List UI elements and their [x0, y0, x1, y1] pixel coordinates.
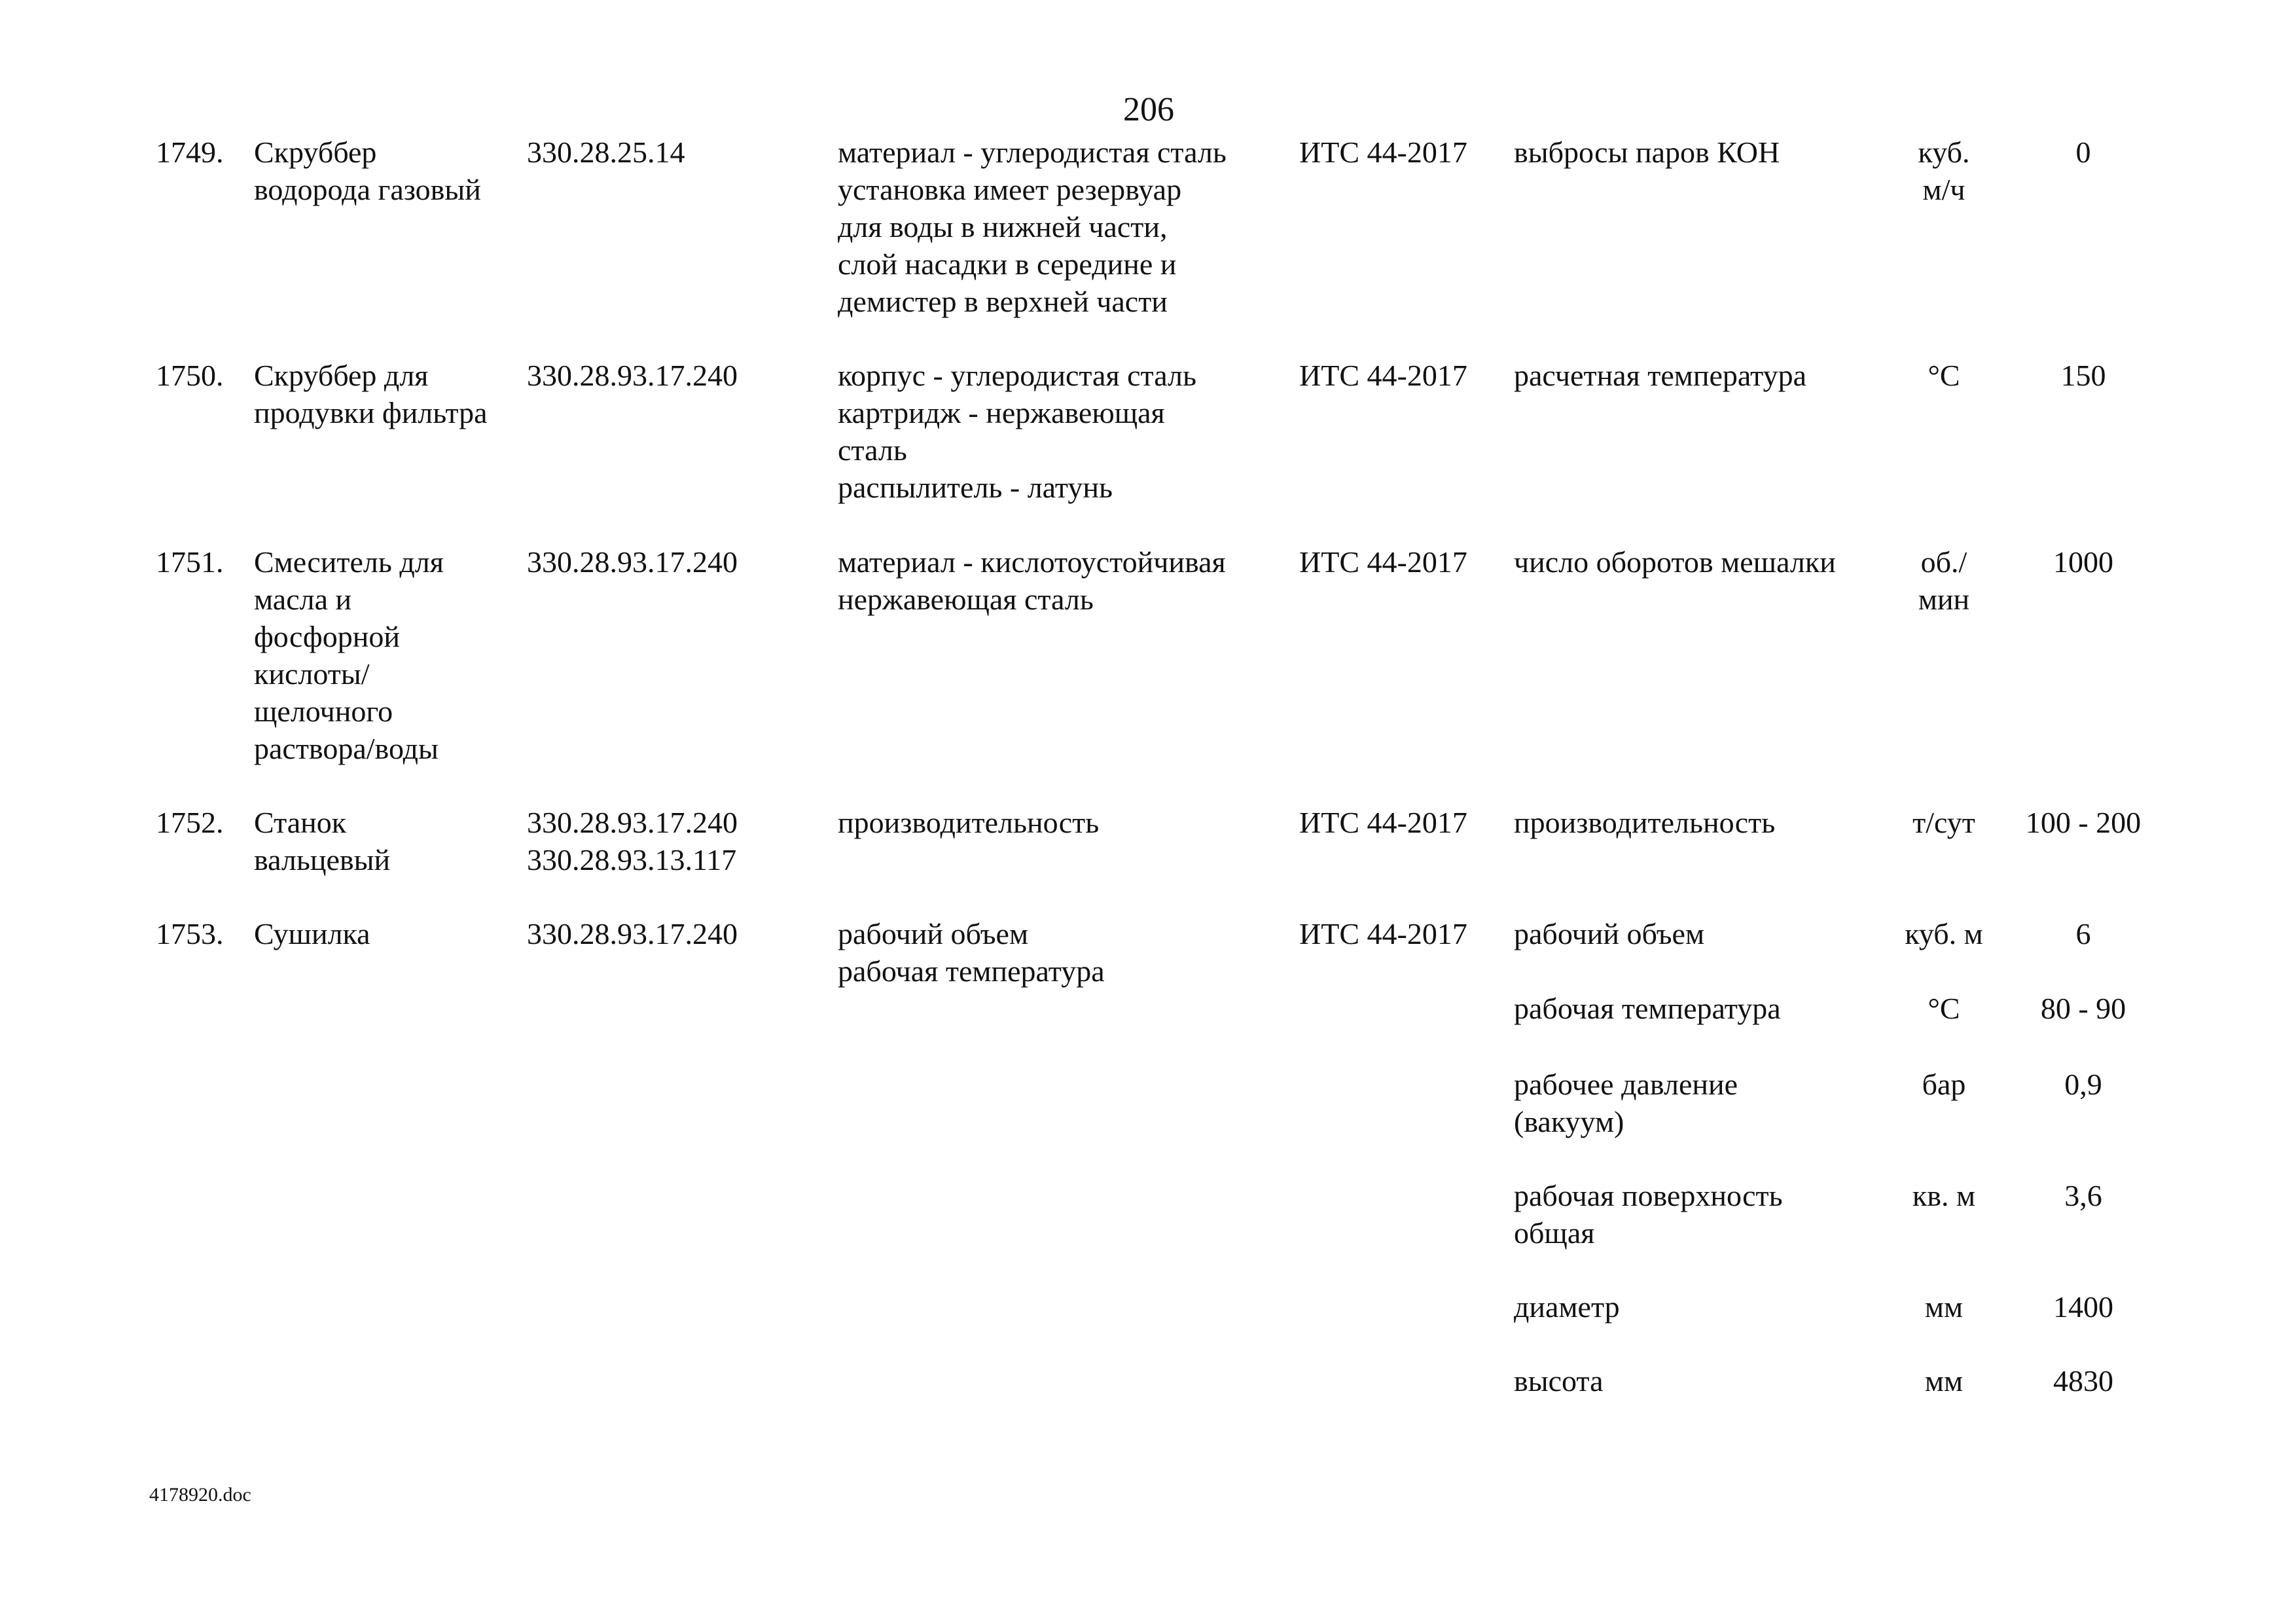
param-unit: °C — [1928, 992, 1960, 1025]
equipment-name: Смеситель для масла и фосфорной кислоты/ щелочного раствора/воды — [254, 545, 444, 765]
param-name: рабочая температура — [1514, 992, 1781, 1025]
its-standard: ИТС 44-2017 — [1299, 545, 1467, 579]
its-standard: ИТС 44-2017 — [1299, 135, 1467, 169]
param-unit: кв. м — [1912, 1179, 1976, 1212]
equipment-name: Скруббер для продувки фильтра — [254, 359, 488, 429]
okpd-code: 330.28.25.14 — [527, 135, 685, 169]
page-number: 206 — [1123, 91, 1174, 128]
param-value: 0,9 — [2064, 1068, 2102, 1101]
okpd-code: 330.28.93.17.240 330.28.93.13.117 — [527, 806, 738, 876]
param-unit: мм — [1924, 1290, 1964, 1324]
document-filename: 4178920.doc — [149, 1484, 251, 1506]
equipment-description: производительность — [838, 806, 1100, 839]
param-name: диаметр — [1514, 1290, 1620, 1324]
its-standard: ИТС 44-2017 — [1299, 917, 1467, 950]
param-unit: об./ мин — [1918, 545, 1970, 616]
param-value: 1000 — [2053, 545, 2113, 579]
row-number: 1752. — [156, 806, 224, 839]
param-name: число оборотов мешалки — [1514, 545, 1836, 579]
param-name: рабочее давление (вакуум) — [1514, 1068, 1738, 1138]
param-value: 80 - 90 — [2040, 992, 2126, 1025]
param-unit: куб. м/ч — [1918, 135, 1970, 206]
okpd-code: 330.28.93.17.240 — [527, 917, 738, 950]
param-name: производительность — [1514, 806, 1776, 839]
param-name: высота — [1514, 1364, 1604, 1398]
equipment-name: Сушилка — [254, 917, 370, 950]
okpd-code: 330.28.93.17.240 — [527, 545, 738, 579]
equipment-description: корпус - углеродистая сталь картридж - нержавеющая сталь распылитель - латунь — [838, 359, 1196, 504]
row-number: 1749. — [156, 135, 224, 169]
param-value: 150 — [2060, 359, 2106, 392]
param-value: 1400 — [2053, 1290, 2113, 1324]
param-name: рабочий объем — [1514, 917, 1705, 950]
row-number: 1753. — [156, 917, 224, 950]
param-value: 0 — [2075, 135, 2091, 169]
param-value: 6 — [2075, 917, 2091, 950]
its-standard: ИТС 44-2017 — [1299, 359, 1467, 392]
param-name: рабочая поверхность общая — [1514, 1179, 1783, 1250]
row-number: 1750. — [156, 359, 224, 392]
param-value: 4830 — [2053, 1364, 2113, 1398]
param-unit: т/сут — [1912, 806, 1975, 839]
equipment-name: Станок вальцевый — [254, 806, 391, 876]
param-unit: бар — [1922, 1068, 1966, 1101]
param-name: выбросы паров КОН — [1514, 135, 1780, 169]
okpd-code: 330.28.93.17.240 — [527, 359, 738, 392]
param-value: 100 - 200 — [2025, 806, 2142, 839]
row-number: 1751. — [156, 545, 224, 579]
equipment-description: рабочий объем рабочая температура — [838, 917, 1105, 988]
param-unit: куб. м — [1905, 917, 1983, 950]
equipment-name: Скруббер водорода газовый — [254, 135, 481, 206]
param-unit: мм — [1924, 1364, 1964, 1398]
equipment-description: материал - углеродистая сталь установка имеет резервуар для воды в нижней части, слой насадки в середине и демистер в верхней части — [838, 135, 1227, 318]
equipment-description: материал - кислотоустойчивая нержавеющая сталь — [838, 545, 1226, 616]
param-value: 3,6 — [2064, 1179, 2102, 1212]
param-name: расчетная температура — [1514, 359, 1807, 392]
param-unit: °C — [1928, 359, 1960, 392]
its-standard: ИТС 44-2017 — [1299, 806, 1467, 839]
